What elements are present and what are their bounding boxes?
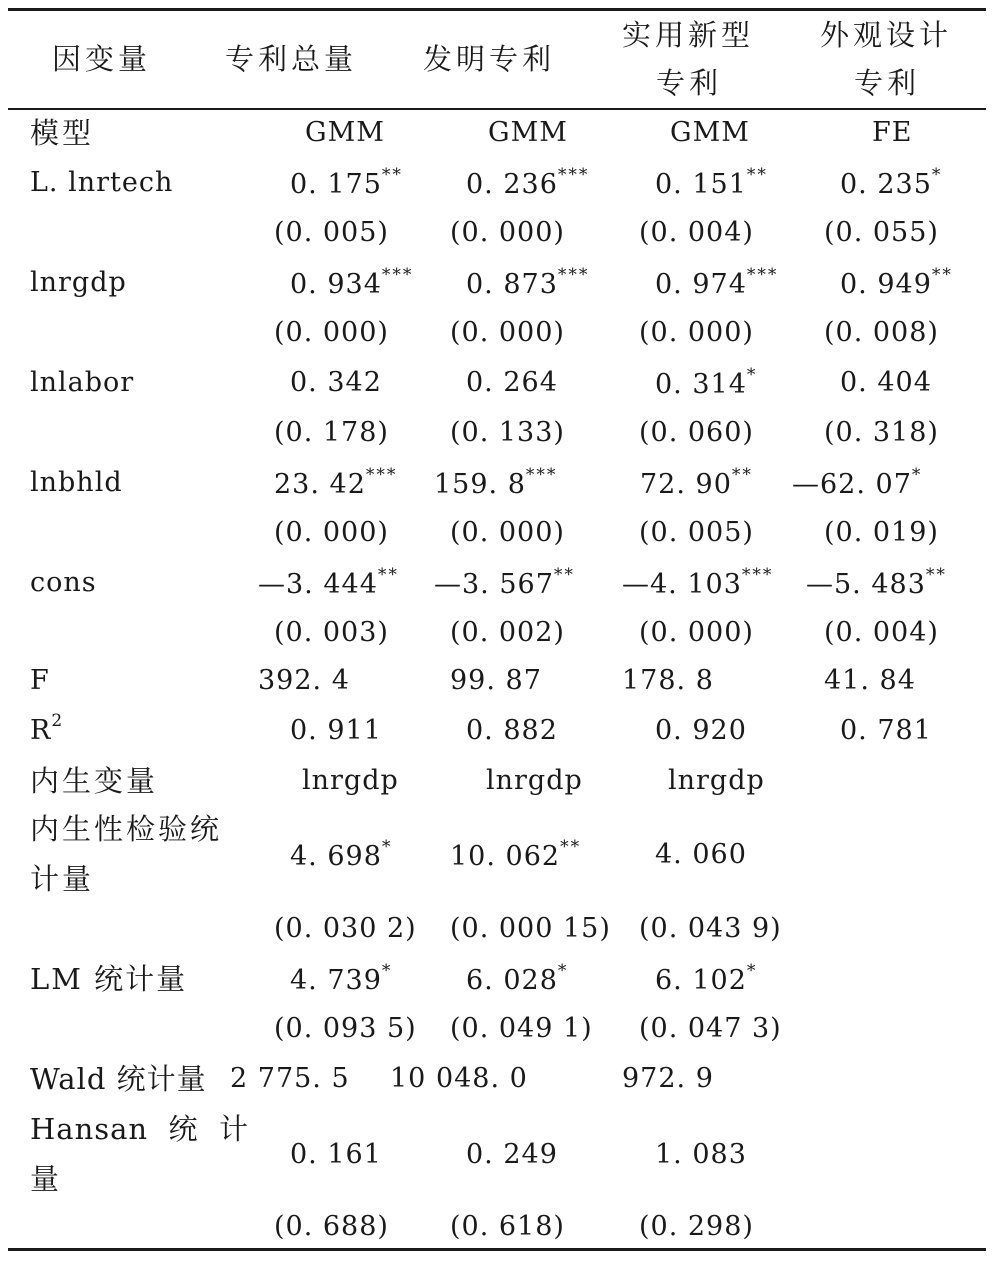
lnlabor-total-p: (0. 178) (274, 417, 389, 448)
r2-invention: 0. 882 (466, 715, 558, 746)
f-total: 392. 4 (258, 665, 350, 696)
lm-invention (466, 961, 569, 998)
sig-stars: *** (381, 265, 414, 285)
lnrgdp-invention (466, 265, 590, 302)
lnrtech-utility-p: (0. 004) (639, 217, 754, 248)
header-utility-model-line2: 专利 (656, 66, 723, 100)
lnrtech-utility (655, 165, 768, 202)
lnrgdp-design (840, 265, 953, 302)
endog-test-total (290, 837, 393, 874)
r2-utility: 0. 920 (655, 715, 747, 746)
superscript-2: 2 (51, 711, 65, 731)
lnrtech-design (840, 165, 943, 202)
endog-test-invention (450, 837, 582, 874)
lnrgdp-invention-p: (0. 000) (450, 317, 565, 348)
sig-stars: ** (377, 565, 399, 585)
lnlabor-design-p: (0. 318) (824, 417, 939, 448)
coef: 10. 062 (450, 841, 561, 872)
coef: 0. 314 (655, 369, 747, 400)
model-design: FE (872, 117, 913, 148)
row-label-model: 模型 (30, 116, 95, 150)
coef: 23. 42 (274, 469, 366, 500)
wald-total: 2 775. 5 (230, 1063, 350, 1094)
lnrgdp-utility (655, 265, 779, 302)
sig-stars: ** (731, 465, 753, 485)
cons-invention (434, 565, 575, 602)
lnlabor-design: 0. 404 (840, 367, 932, 398)
row-label-lm-statistic: LM 统计量 (30, 962, 188, 996)
r2-design: 0. 781 (840, 715, 932, 746)
sig-stars: * (381, 837, 393, 857)
header-rule (8, 108, 986, 110)
lnrtech-total-p: (0. 005) (274, 217, 389, 248)
sig-stars: ** (560, 837, 582, 857)
lm-utility (655, 961, 758, 998)
sig-stars: *** (557, 265, 590, 285)
lnbhld-invention-p: (0. 000) (450, 517, 565, 548)
row-label-endogeneity-test-line2: 计量 (30, 862, 95, 896)
sig-stars: *** (365, 465, 398, 485)
lnbhld-total-p: (0. 000) (274, 517, 389, 548)
header-design-patents-line1: 外观设计 (820, 18, 953, 52)
coef: 0. 974 (655, 269, 747, 300)
sig-stars: ** (746, 165, 768, 185)
cons-total-p: (0. 003) (274, 617, 389, 648)
top-rule (8, 8, 986, 11)
lm-utility-p: (0. 047 3) (639, 1013, 782, 1044)
hansan-utility: 1. 083 (655, 1139, 747, 1170)
row-label-lnrgdp: lnrgdp (30, 267, 127, 298)
wald-invention: 10 048. 0 (390, 1063, 528, 1094)
coef: —62. 07 (792, 469, 912, 500)
sig-stars: *** (525, 465, 558, 485)
header-dep-var: 因变量 (52, 42, 152, 76)
lnbhld-utility-p: (0. 005) (639, 517, 754, 548)
bottom-rule (8, 1248, 986, 1251)
coef: 72. 90 (640, 469, 732, 500)
row-label-endogenous-variable: 内生变量 (30, 764, 159, 798)
lnrtech-invention (466, 165, 590, 202)
endog-var-total: lnrgdp (302, 765, 399, 796)
sig-stars: *** (746, 265, 779, 285)
sig-stars: * (557, 961, 569, 981)
lnbhld-invention (434, 465, 558, 502)
coef: 4. 698 (290, 841, 382, 872)
sig-stars: * (931, 165, 943, 185)
coef: 0. 235 (840, 169, 932, 200)
hansan-total-p: (0. 688) (274, 1211, 389, 1242)
endog-test-utility: 4. 060 (655, 839, 747, 870)
lnlabor-invention: 0. 264 (466, 367, 558, 398)
sig-stars: *** (741, 565, 774, 585)
sig-stars: ** (931, 265, 953, 285)
endog-test-total-p: (0. 030 2) (274, 913, 417, 944)
sig-stars: ** (925, 565, 947, 585)
sig-stars: * (746, 961, 758, 981)
sig-stars: *** (557, 165, 590, 185)
lnrgdp-design-p: (0. 008) (824, 317, 939, 348)
endog-var-invention: lnrgdp (486, 765, 583, 796)
lnbhld-total (274, 465, 398, 502)
header-design-patents-line2: 专利 (854, 66, 921, 100)
sig-stars: * (381, 961, 393, 981)
coef: 0. 873 (466, 269, 558, 300)
row-label-lnlabor: lnlabor (30, 367, 135, 398)
lnrtech-design-p: (0. 055) (824, 217, 939, 248)
row-label-r2 (30, 711, 65, 748)
sig-stars: * (746, 365, 758, 385)
row-label-hansan-line1: Hansan 统 计 (30, 1112, 249, 1146)
coef: 4. 739 (290, 965, 382, 996)
row-label-hansan-line2: 量 (30, 1162, 61, 1196)
endog-test-utility-p: (0. 043 9) (639, 913, 782, 944)
sig-stars: ** (553, 565, 575, 585)
header-utility-model-line1: 实用新型 (622, 18, 755, 52)
coef: 6. 102 (655, 965, 747, 996)
coef: —5. 483 (806, 569, 926, 600)
f-design: 41. 84 (824, 665, 916, 696)
coef: —3. 444 (258, 569, 378, 600)
row-label-endogeneity-test-line1: 内生性检验统 (30, 812, 223, 846)
lnlabor-utility (655, 365, 758, 402)
coef: 0. 934 (290, 269, 382, 300)
lm-invention-p: (0. 049 1) (450, 1013, 593, 1044)
row-label-cons: cons (30, 567, 97, 598)
coef: 159. 8 (434, 469, 526, 500)
endog-var-utility: lnrgdp (668, 765, 765, 796)
row-label-wald-statistic: Wald 统计量 (30, 1062, 207, 1096)
coef: —4. 103 (622, 569, 742, 600)
endog-test-invention-p: (0. 000 15) (450, 913, 611, 944)
hansan-invention-p: (0. 618) (450, 1211, 565, 1242)
hansan-utility-p: (0. 298) (639, 1211, 754, 1242)
coef: 0. 151 (655, 169, 747, 200)
cons-invention-p: (0. 002) (450, 617, 565, 648)
lnlabor-total: 0. 342 (290, 367, 382, 398)
lnbhld-utility (640, 465, 753, 502)
row-label-f: F (30, 665, 50, 696)
coef: 0. 949 (840, 269, 932, 300)
lnlabor-utility-p: (0. 060) (639, 417, 754, 448)
lnrgdp-total (290, 265, 414, 302)
hansan-invention: 0. 249 (466, 1139, 558, 1170)
model-total: GMM (305, 117, 385, 148)
wald-utility: 972. 9 (622, 1063, 714, 1094)
cons-utility (622, 565, 774, 602)
f-invention: 99. 87 (450, 665, 542, 696)
cons-design-p: (0. 004) (824, 617, 939, 648)
cons-total (258, 565, 399, 602)
cons-utility-p: (0. 000) (639, 617, 754, 648)
lnrtech-invention-p: (0. 000) (450, 217, 565, 248)
sig-stars: * (911, 465, 923, 485)
f-utility: 178. 8 (622, 665, 714, 696)
r2-total: 0. 911 (290, 715, 382, 746)
r-letter: R (30, 715, 52, 746)
hansan-total: 0. 161 (290, 1139, 382, 1170)
sig-stars: ** (381, 165, 403, 185)
lm-total-p: (0. 093 5) (274, 1013, 417, 1044)
coef: —3. 567 (434, 569, 554, 600)
coef: 0. 175 (290, 169, 382, 200)
header-total-patents: 专利总量 (225, 42, 358, 76)
lnrgdp-utility-p: (0. 000) (639, 317, 754, 348)
coef: 6. 028 (466, 965, 558, 996)
row-label-lnbhld: lnbhld (30, 467, 123, 498)
coef: 0. 236 (466, 169, 558, 200)
model-utility: GMM (670, 117, 750, 148)
lnrtech-total (290, 165, 403, 202)
model-invention: GMM (488, 117, 568, 148)
row-label-lnrtech: L. lnrtech (30, 167, 174, 198)
lnbhld-design-p: (0. 019) (824, 517, 939, 548)
cons-design (806, 565, 947, 602)
lnrgdp-total-p: (0. 000) (274, 317, 389, 348)
header-invention-patents: 发明专利 (423, 42, 556, 76)
lnbhld-design (792, 465, 923, 502)
lm-total (290, 961, 393, 998)
lnlabor-invention-p: (0. 133) (450, 417, 565, 448)
